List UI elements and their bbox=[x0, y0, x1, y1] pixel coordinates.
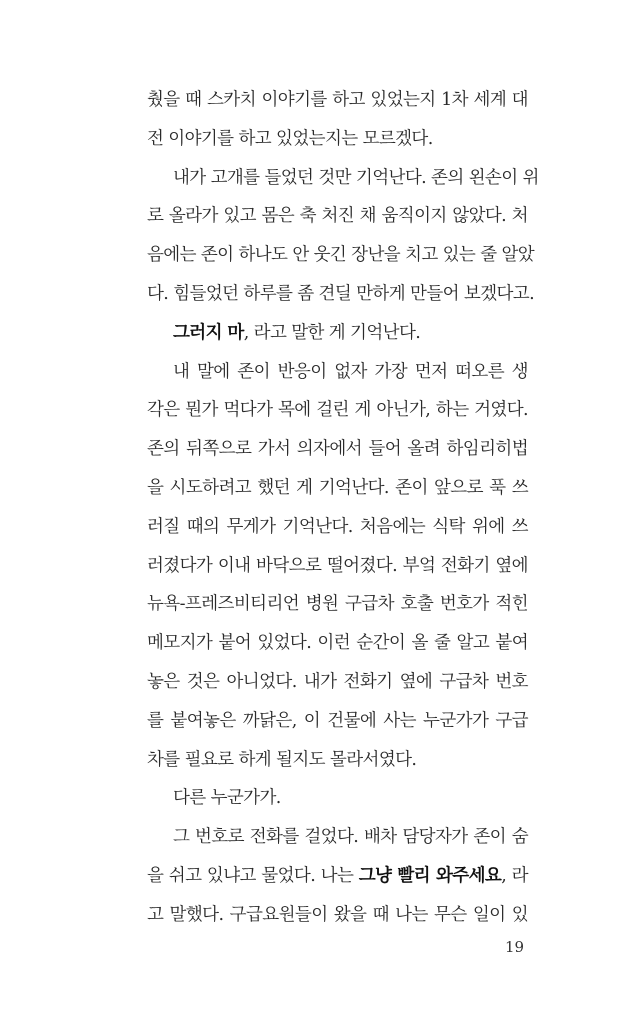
text-segment: 고 말했다. 구급요원들이 왔을 때 나는 무슨 일이 있 bbox=[147, 904, 528, 925]
text-line bbox=[147, 896, 528, 935]
text-segment: 존의 뒤쪽으로 가서 의자에서 들어 올려 하임리히법 bbox=[147, 439, 528, 460]
text-segment: 러졌다가 이내 바닥으로 떨어졌다. 부엌 전화기 옆에 bbox=[147, 555, 528, 576]
text-segment: 음에는 존이 하나도 안 웃긴 장난을 치고 있는 줄 알았 bbox=[147, 245, 535, 266]
text-segment: 내가 고개를 들었던 것만 기억난다. 존의 왼손이 위 bbox=[173, 167, 539, 188]
text-line bbox=[147, 547, 528, 586]
text-segment: 췄을 때 스카치 이야기를 하고 있었는지 1차 세계 대 bbox=[147, 90, 528, 110]
text-line bbox=[147, 314, 528, 353]
text-segment: 각은 뭔가 먹다가 목에 걸린 게 아닌가, 하는 거였다. bbox=[147, 400, 528, 421]
text-line bbox=[147, 391, 528, 430]
text-segment: 뉴욕-프레즈비티리언 병원 구급차 호출 번호가 적힌 bbox=[147, 594, 528, 615]
text-line bbox=[147, 741, 528, 780]
text-line bbox=[147, 197, 528, 236]
text-line bbox=[147, 818, 528, 857]
text-segment: 러질 때의 무게가 기억난다. 처음에는 식탁 위에 쓰 bbox=[147, 516, 528, 537]
bold-text: 그냥 빨리 와주세요 bbox=[358, 865, 502, 886]
text-line bbox=[147, 779, 528, 818]
text-line bbox=[147, 430, 528, 469]
text-line bbox=[147, 508, 528, 547]
text-line bbox=[147, 120, 528, 159]
text-line bbox=[147, 275, 535, 314]
text-line bbox=[147, 159, 539, 198]
text-segment: , 라고 말한 게 기억난다. bbox=[243, 322, 421, 343]
text-segment: 메모지가 붙어 있었다. 이런 순간이 올 줄 알고 붙여 bbox=[147, 633, 528, 654]
text-line bbox=[147, 663, 528, 702]
text-line bbox=[147, 624, 528, 663]
text-line bbox=[147, 353, 528, 392]
text-segment: 다른 누군가가. bbox=[173, 788, 281, 809]
text-segment: 를 붙여놓은 까닭은, 이 건물에 사는 누군가가 구급 bbox=[147, 710, 528, 731]
text-line bbox=[147, 585, 528, 624]
text-line bbox=[147, 81, 528, 120]
body-text bbox=[147, 81, 539, 935]
text-segment: 차를 필요로 하게 될지도 몰라서였다. bbox=[147, 749, 417, 770]
bold-text: 그러지 마 bbox=[173, 322, 244, 343]
text-line bbox=[147, 702, 528, 741]
text-line bbox=[147, 857, 528, 896]
text-segment: 그 번호로 전화를 걸었다. 배차 담당자가 존이 숨 bbox=[173, 827, 528, 848]
text-segment: 내 말에 존이 반응이 없자 가장 먼저 떠오른 생 bbox=[173, 361, 528, 382]
text-segment: 을 시도하려고 했던 게 기억난다. 존이 앞으로 푹 쓰 bbox=[147, 477, 528, 498]
text-segment: 다. 힘들었던 하루를 좀 견딜 만하게 만들어 보겠다고. bbox=[147, 283, 535, 304]
text-segment: 놓은 것은 아니었다. 내가 전화기 옆에 구급차 번호 bbox=[147, 671, 528, 692]
text-segment: 전 이야기를 하고 있었는지는 모르겠다. bbox=[147, 128, 433, 149]
text-segment: 로 올라가 있고 몸은 축 처진 채 움직이지 않았다. 처 bbox=[147, 206, 528, 227]
text-line bbox=[147, 236, 535, 275]
text-segment: , 라 bbox=[501, 865, 528, 886]
text-line bbox=[147, 469, 528, 508]
text-segment: 을 쉬고 있냐고 물었다. 나는 bbox=[147, 865, 359, 886]
page-number: 19 bbox=[505, 938, 525, 956]
